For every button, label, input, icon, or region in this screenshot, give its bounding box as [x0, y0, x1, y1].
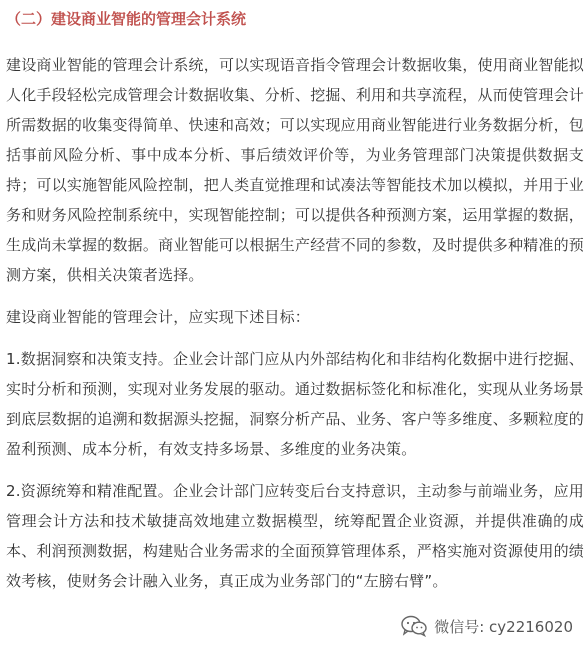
wechat-icon	[400, 615, 428, 637]
article-body	[6, 0, 584, 596]
section-title: （二）建设商业智能的管理会计系统	[6, 10, 247, 28]
paragraph-goal-1: 1.数据洞察和决策支持。企业会计部门应从内外部结构化和非结构化数据中进行挖掘、实时分析和预测，实现对业务发展的驱动。通过数据标签化和标准化，实现从业务场景到底层数据的追溯和数据源头挖掘，洞察分析产品、业务、客户等多维度、多颗粒度的盈利预测、成本分析，有效支持多场景、多维度的业务决策。	[6, 350, 584, 458]
paragraph-goal-2: 2.资源统筹和精准配置。企业会计部门应转变后台支持意识，主动参与前端业务，应用管理会计方法和技术敏捷高效地建立数据模型，统筹配置企业资源，并提供准确的成本、利润预测数据，构建贴合业务需求的全面预算管理体系，严格实施对资源使用的绩效考核，使财务会计融入业务，真正成为业务部门的“左膀右臂”。	[6, 482, 584, 590]
wechat-watermark	[396, 613, 577, 639]
paragraph-intro: 建设商业智能的管理会计系统，可以实现语音指令管理会计数据收集，使用商业智能拟人化手段轻松完成管理会计数据收集、分析、挖掘、利用和共享流程，从而使管理会计所需数据的收集变得简单、快速和高效；可以实现应用商业智能进行业务数据分析，包括事前风险分析、事中成本分析、事后绩效评价等，为业务管理部门决策提供数据支持；可以实施智能风险控制，把人类直觉推理和试凑法等智能技术加以模拟，并用于业务和财务风险控制系统中，实现智能控制；可以提供各种预测方案，运用掌握的数据，生成尚未掌握的数据。商业智能可以根据生产经营不同的参数，及时提供多种精准的预测方案，供相关决策者选择。	[6, 56, 584, 284]
paragraph-goals-lead: 建设商业智能的管理会计，应实现下述目标：	[6, 308, 311, 326]
watermark-text: 微信号: cy2216020	[434, 617, 573, 636]
